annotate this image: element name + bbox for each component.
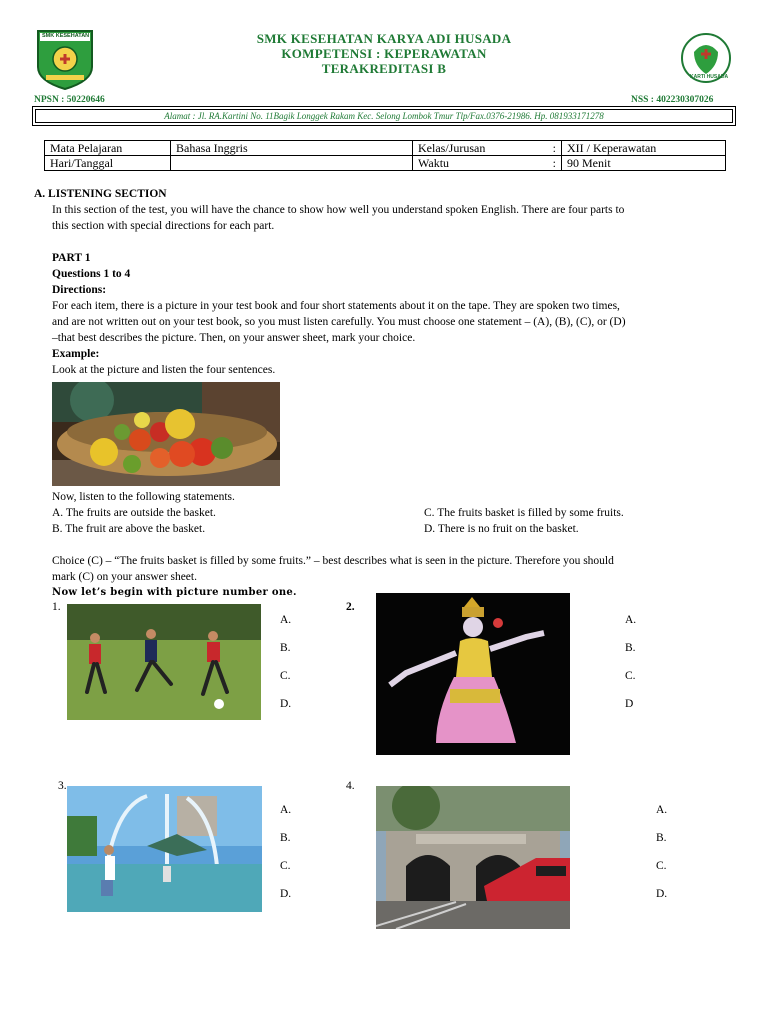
nss: NSS : 402230307026: [631, 95, 714, 105]
question-number: 3.: [58, 780, 67, 792]
q2-option-a: A.: [625, 614, 637, 626]
q4-option-a: A.: [656, 804, 668, 816]
q1-option-d: D.: [280, 698, 292, 710]
day-label: Hari/Tanggal: [45, 156, 171, 171]
q1-option-b: B.: [280, 642, 291, 654]
choice-line-2: mark (C) on your answer sheet.: [52, 571, 197, 583]
fountain-image: [67, 786, 262, 912]
day-value: [171, 156, 413, 171]
logo-left-text: SMK KESEHATAN: [42, 33, 90, 39]
fruit-basket-image: [52, 382, 280, 486]
directions-label: Directions:: [52, 284, 107, 296]
subject-value: Bahasa Inggris: [171, 141, 413, 156]
begin-text: Now let’s begin with picture number one.: [52, 587, 297, 598]
question-number: 2.: [346, 601, 355, 613]
q3-option-d: D.: [280, 888, 292, 900]
example-label: Example:: [52, 348, 100, 360]
q4-option-c: C.: [656, 860, 667, 872]
q2-option-d: D: [625, 698, 634, 710]
class-colon: :: [552, 141, 556, 155]
competence: KOMPETENSI : KEPERAWATAN: [281, 46, 487, 61]
part-title: PART 1: [52, 252, 91, 264]
school-name: SMK KESEHATAN KARYA ADI HUSADA: [256, 31, 512, 46]
questions-range: Questions 1 to 4: [52, 268, 131, 280]
logo-right-text: KARTI HUSADA: [690, 74, 729, 80]
q1-option-a: A.: [280, 614, 292, 626]
q3-option-b: B.: [280, 832, 291, 844]
statement-a: A. The fruits are outside the basket.: [52, 507, 216, 519]
directions-line-1: For each item, there is a picture in your test book and four short statements about it on the tape. They are spoken two times,: [52, 300, 620, 312]
dancer-image: [376, 593, 570, 755]
example-text: Look at the picture and listen the four sentences.: [52, 364, 276, 376]
directions-line-3: –that best describes the picture. Then, on your answer sheet, mark your choice.: [52, 332, 416, 344]
time-value: 90 Menit: [562, 156, 726, 171]
choice-line-1: Choice (C) – “The fruits basket is filled by some fruits.” – best describes what is seen in the picture. Therefore you should: [52, 555, 614, 567]
accreditation: TERAKREDITASI B: [321, 61, 447, 76]
q4-option-b: B.: [656, 832, 667, 844]
question-number: 1.: [52, 601, 61, 613]
info-table: [44, 140, 726, 171]
class-label: Kelas/Jurusan: [418, 141, 486, 155]
intro-line-2: this section with special directions for each part.: [52, 220, 275, 232]
listen-text: Now, listen to the following statements.: [52, 491, 235, 503]
address: Alamat : Jl. RA.Kartini No. 11Bagik Longgek Rakam Kec. Selong Lombok Tmur Tlp/Fax.0376-21986. Hp. 081933171278: [35, 109, 733, 123]
subject-label: Mata Pelajaran: [45, 141, 171, 156]
q2-option-c: C.: [625, 670, 636, 682]
q3-option-a: A.: [280, 804, 292, 816]
statement-b: B. The fruit are above the basket.: [52, 523, 206, 535]
q1-option-c: C.: [280, 670, 291, 682]
question-number: 4.: [346, 780, 355, 792]
statement-d: D. There is no fruit on the basket.: [424, 523, 579, 535]
q3-option-c: C.: [280, 860, 291, 872]
npsn: NPSN : 50220646: [34, 95, 105, 105]
time-label: Waktu: [418, 156, 450, 170]
train-tunnel-image: [376, 786, 570, 929]
time-colon: :: [552, 156, 556, 170]
class-value: XII / Keperawatan: [562, 141, 726, 156]
soccer-image: [67, 604, 261, 720]
statement-c: C. The fruits basket is filled by some fruits.: [424, 507, 624, 519]
directions-line-2: and are not written out on your test book, so you must listen carefully. You must choose one statement – (A), (B), (C), or (D): [52, 316, 626, 328]
section-title: A. LISTENING SECTION: [34, 188, 167, 200]
q4-option-d: D.: [656, 888, 668, 900]
intro-line-1: In this section of the test, you will have the chance to show how well you understand spoken English. There are four parts to: [52, 204, 625, 216]
q2-option-b: B.: [625, 642, 636, 654]
